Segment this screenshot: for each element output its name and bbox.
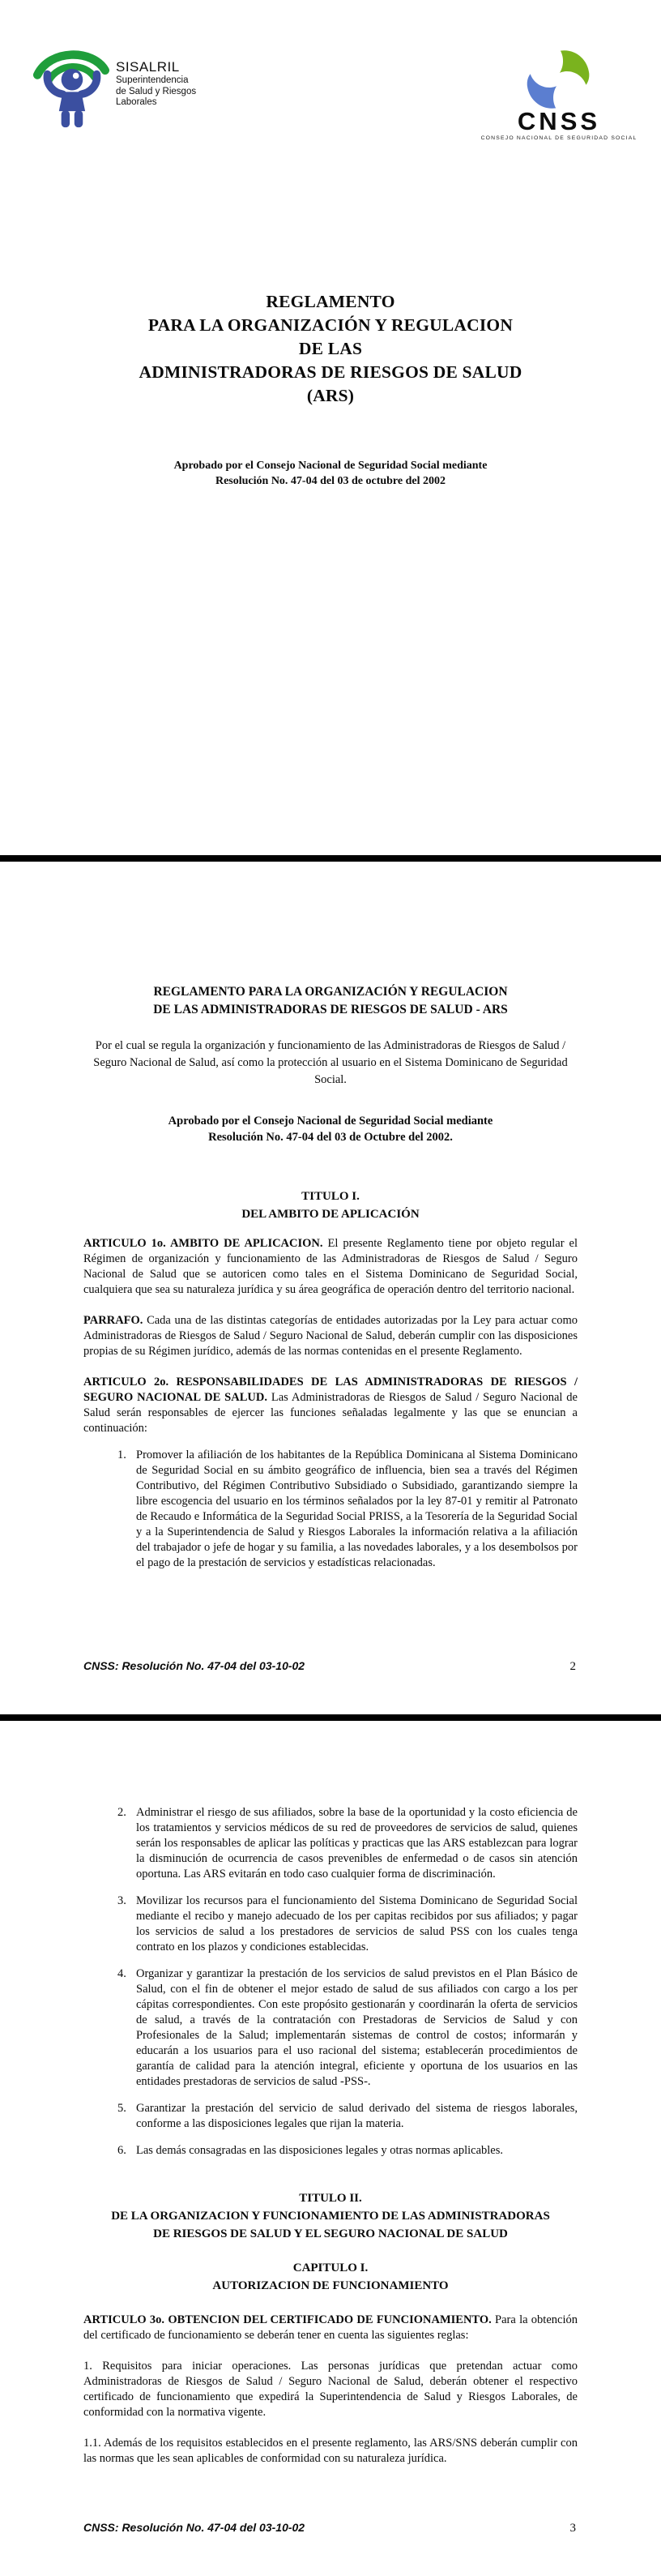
page-separator xyxy=(0,1714,661,1721)
titulo-2-line-3: DE RIESGOS DE SALUD Y EL SEGURO NACIONAL DE SALUD xyxy=(153,2227,508,2240)
title-line-5: (ARS) xyxy=(306,386,355,405)
document-title xyxy=(0,290,661,408)
list-item-6-text: Las demás consagradas en las disposiciones legales y otras normas aplicables. xyxy=(136,2144,503,2157)
list-item-1-text: Promover la afiliación de los habitantes de la República Dominicana al Sistema Dominicano de Seguridad Social en su ámbito geográfico de influencia, bien sea a través del Régimen Contributivo, del Régimen Contributivo Subsidiado o Subsidiado, garantizando siempre la libre escogencia del usuario en los términos señalados por la ley 87-01 y remitir al Patronato de Recaudo e Informática de la Seguridad Social PRISS, a la Tesorería de la Seguridad Social y a la Superintendencia de Salud y Riesgos Laborales la información relativa a la afiliación del trabajador o jefe de hogar y su familia, a las novedades laborales, y a los desembolsos por el pago de la prestación de servicios y estadísticas relacionadas. xyxy=(136,1448,578,1569)
title-line-3: DE LAS xyxy=(298,339,363,358)
list-item-1 xyxy=(83,1448,578,1571)
cnss-logo xyxy=(480,36,638,141)
list-item-4-number: 4. xyxy=(117,1967,126,1980)
page-2-number: 2 xyxy=(569,1660,576,1673)
cnss-name: CNSS xyxy=(517,107,601,135)
page2-heading-line-2: DE LAS ADMINISTRADORAS DE RIESGOS DE SALUD - ARS xyxy=(153,1003,508,1016)
articulo-1-paragraph xyxy=(83,1236,578,1298)
logo-row xyxy=(0,0,661,141)
articulo-3-paragraph xyxy=(83,2313,578,2343)
titulo-2-line-2: DE LA ORGANIZACION Y FUNCIONAMIENTO DE LAS ADMINISTRADORAS xyxy=(111,2210,550,2223)
title-line-4: ADMINISTRADORAS DE RIESGOS DE SALUD xyxy=(139,362,522,382)
approval-line-1: Aprobado por el Consejo Nacional de Seguridad Social mediante xyxy=(173,460,488,472)
approval-line-2: Resolución No. 47-04 del 03 de octubre del 2002 xyxy=(215,475,446,487)
cnss-subtitle: CONSEJO NACIONAL DE SEGURIDAD SOCIAL xyxy=(480,135,638,141)
list-item-5-number: 5. xyxy=(117,2102,126,2115)
title-line-1: REGLAMENTO xyxy=(266,292,395,311)
articulo-3-lead: ARTICULO 3o. OBTENCION DEL CERTIFICADO DE FUNCIONAMIENTO. xyxy=(83,2313,492,2326)
page-2 xyxy=(0,862,661,1714)
capitulo-1-line-2: AUTORIZACION DE FUNCIONAMIENTO xyxy=(212,2279,449,2292)
list-item-6 xyxy=(83,2143,578,2159)
list-item-2-number: 2. xyxy=(117,1806,126,1819)
articulo-1-lead: ARTICULO 1o. AMBITO DE APLICACION. xyxy=(83,1237,323,1250)
titulo-1-heading xyxy=(83,1187,578,1223)
approval2-line-2: Resolución No. 47-04 del 03 de Octubre del 2002. xyxy=(208,1131,453,1144)
list-item-3-number: 3. xyxy=(117,1894,126,1907)
titulo-1-line-2: DEL AMBITO DE APLICACIÓN xyxy=(241,1208,420,1221)
list-item-2 xyxy=(83,1805,578,1882)
articulo-2-paragraph xyxy=(83,1375,578,1436)
articulo-2-text: Las Administradoras de Riesgos de Salud / Seguro Nacional de Salud serán responsables de ejercer las funciones señaladas legalmente y las que se enuncian a continuación: xyxy=(83,1391,578,1435)
titulo-2-line-1: TITULO II. xyxy=(299,2192,362,2205)
articulo-1-text: El presente Reglamento tiene por objeto regular el Régimen de organización y funcionamiento de las Administradoras de Riesgos de Salud / Seguro Nacional de Salud que se autoricen como tales en el Sistema Dominicano de Seguridad Social, cualquiera que sea su naturaleza jurídica y su área geográfica de operación dentro del territorio nacional. xyxy=(83,1237,578,1296)
sisalril-logo xyxy=(32,36,196,129)
list-item-6-number: 6. xyxy=(117,2144,126,2157)
page2-heading xyxy=(83,983,578,1019)
parrafo-lead: PARRAFO. xyxy=(83,1314,143,1327)
list-item-5 xyxy=(83,2101,578,2132)
parrafo-paragraph xyxy=(83,1313,578,1359)
sisalril-person-icon xyxy=(32,36,110,129)
articulo-2-lead: ARTICULO 2o. RESPONSABILIDADES DE LAS ADMINISTRADORAS DE RIESGOS / SEGURO NACIONAL DE SALUD. xyxy=(83,1376,578,1404)
list-item-3-text: Movilizar los recursos para el funcionamiento del Sistema Dominicano de Seguridad Social mediante el recibo y manejo adecuado de los per capitas recibidos por sus afiliados; y pagar los servicios de salud a los prestadores de servicios de salud PSS con los cuales tenga contrato en los plazos y condiciones establecidas. xyxy=(136,1894,578,1953)
sisalril-subtitle-line-1: Superintendencia xyxy=(116,75,189,85)
title-line-2: PARA LA ORGANIZACIÓN Y REGULACION xyxy=(147,315,514,335)
capitulo-1-line-1: CAPITULO I. xyxy=(292,2261,369,2274)
page2-heading-line-1: REGLAMENTO PARA LA ORGANIZACIÓN Y REGULACION xyxy=(153,985,508,999)
titulo-2-heading xyxy=(83,2189,578,2243)
list-item-1-number: 1. xyxy=(117,1448,126,1461)
page-1 xyxy=(0,0,661,855)
approval2-line-1: Aprobado por el Consejo Nacional de Seguridad Social mediante xyxy=(168,1115,493,1128)
list-item-4 xyxy=(83,1966,578,2090)
capitulo-1-heading xyxy=(83,2259,578,2295)
page-separator xyxy=(0,855,661,862)
list-item-4-text: Organizar y garantizar la prestación de los servicios de salud previstos en el Plan Básico de Salud, con el fin de obtener el mejor estado de salud de sus afiliados con cargo a los per cápitas correspondientes. Con este propósito gestionarán y coordinarán la oferta de servicios de salud, a través de la contratación con Prestadoras de Servicios de Salud y con Profesionales de la Salud; implementarán sistemas de control de costos; informarán y educarán a los usuarios para el uso racional del sistema; establecerán procedimientos de garantía de calidad para la atención integral, eficiente y oportuna de los usuarios en las entidades prestadoras de servicios de salud -PSS-. xyxy=(136,1967,578,2088)
sisalril-text xyxy=(116,36,196,129)
page-2-footer: CNSS: Resolución No. 47-04 del 03-10-02 xyxy=(83,1659,305,1672)
page-3-footer: CNSS: Resolución No. 47-04 del 03-10-02 xyxy=(83,2521,305,2534)
sisalril-name: SISALRIL xyxy=(116,59,180,75)
list-item-3 xyxy=(83,1893,578,1955)
sisalril-subtitle-line-3: Laborales xyxy=(116,97,157,107)
rule-1-paragraph: 1. Requisitos para iniciar operaciones. Las personas jurídicas que pretendan actuar como Administradoras de Riesgos de Salud / Seguro Nacional de Salud, deberán obtener el respectivo certificado de funcionamiento que expedirá la Superintendencia de Salud y Riesgos Laborales, de conformidad con la normativa vigente. xyxy=(83,2360,578,2419)
approval-note-2 xyxy=(83,1113,578,1145)
list-item-5-text: Garantizar la prestación del servicio de salud derivado del sistema de riesgos laborales, conforme a las disposiciones legales que rijan la materia. xyxy=(136,2102,578,2130)
titulo-1-line-1: TITULO I. xyxy=(301,1190,360,1203)
approval-note xyxy=(0,458,661,489)
cnss-hands-icon xyxy=(524,45,594,114)
list-item-2-text: Administrar el riesgo de sus afiliados, sobre la base de la oportunidad y la costo eficiencia de los tratamientos y servicios médicos de su red de proveedores de servicios de salud, quienes serán los responsables de aplicar las políticas y practicas que las ARS establezcan para lograr la disminución de ocurrencia de casos prevenibles de enfermedad o de casos sin atención oportuna. Las ARS evitarán en todo caso cualquier forma de discriminación. xyxy=(136,1806,578,1881)
page-3 xyxy=(0,1721,661,2576)
parrafo-text: Cada una de las distintas categorías de entidades autorizadas por la Ley para actuar como Administradoras de Riesgos de Salud / Seguro Nacional de Salud, deberán cumplir con las disposiciones propias de su Régimen jurídico, además de las normas contenidas en el presente Reglamento. xyxy=(83,1314,578,1358)
page-3-number: 3 xyxy=(569,2522,576,2535)
rule-1-1-paragraph: 1.1. Además de los requisitos establecidos en el presente reglamento, las ARS/SNS deberán cumplir con las normas que les sean aplicables de conformidad con su naturaleza jurídica. xyxy=(83,2437,578,2465)
intro-paragraph: Por el cual se regula la organización y funcionamiento de las Administradoras de Riesgos de Salud / Seguro Nacional de Salud, así como la protección al usuario en el Sistema Dominicano de Seguridad Social. xyxy=(93,1039,568,1086)
articulo-3-text: Para la obtención del certificado de funcionamiento se deberán tener en cuenta las siguientes reglas: xyxy=(83,2313,578,2342)
sisalril-subtitle-line-2: de Salud y Riesgos xyxy=(116,86,197,96)
